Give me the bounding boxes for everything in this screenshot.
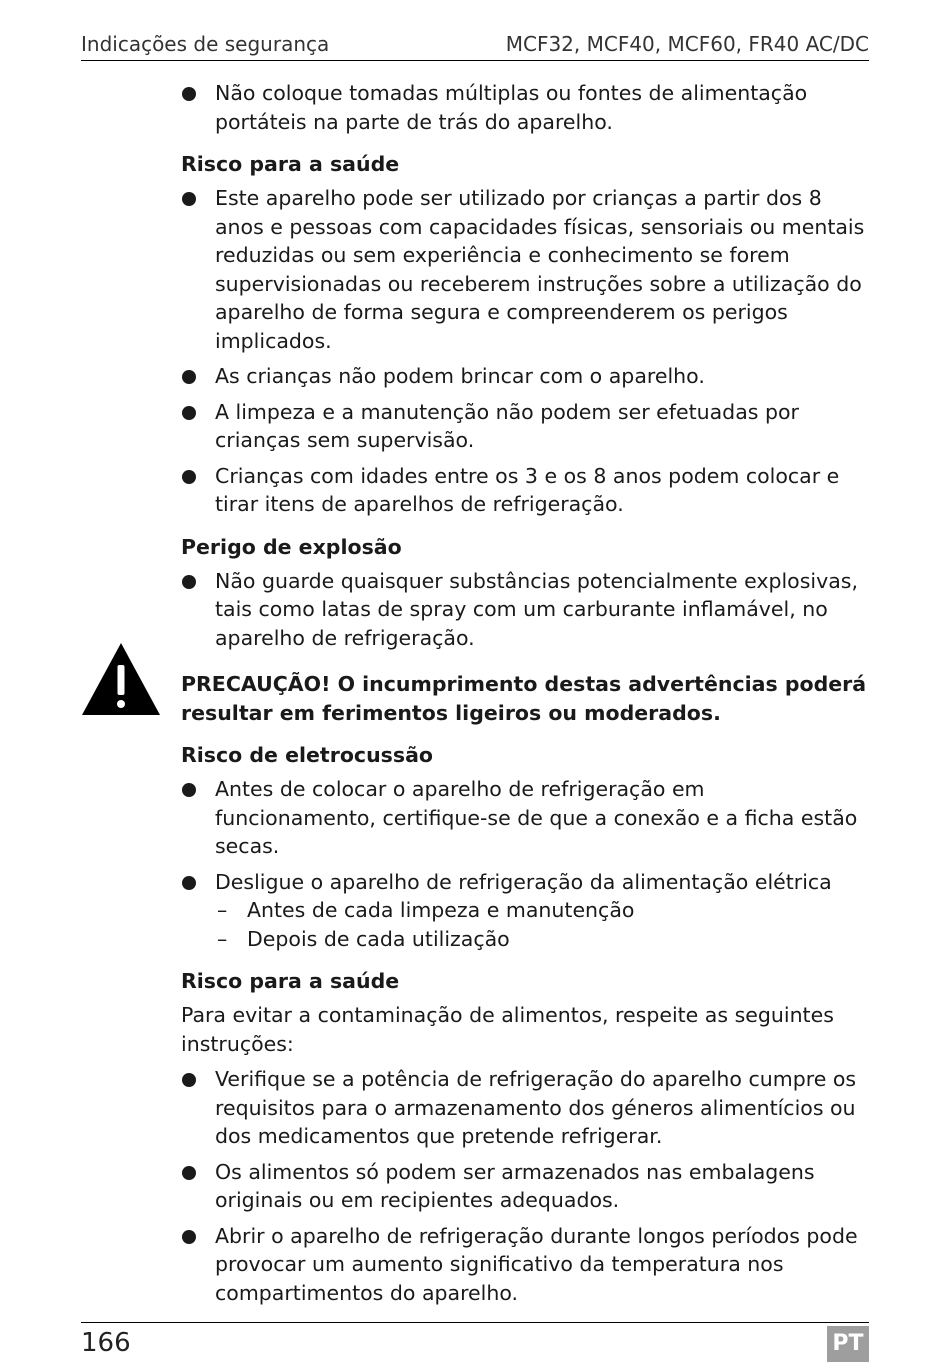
list-item-text: Desligue o aparelho de refrigeração da alimentação elétrica [215, 869, 832, 894]
bullet-icon [182, 783, 196, 797]
bullet-icon [182, 87, 196, 101]
language-badge: PT [827, 1326, 869, 1362]
list-item-text: Não coloque tomadas múltiplas ou fontes de alimentação portáteis na parte de trás do aparelho. [215, 81, 808, 134]
warning-triangle-icon [81, 641, 161, 717]
list-item-text: Crianças com idades entre os 3 e os 8 anos podem colocar e tirar itens de aparelhos de refrigeração. [215, 463, 840, 516]
list-item-text: As crianças não podem brincar com o aparelho. [215, 364, 705, 388]
section-heading-health-risk: Risco para a saúde [181, 969, 400, 993]
bullet-icon [182, 192, 196, 206]
sub-list-item-text: Antes de cada limpeza e manutenção [247, 898, 635, 922]
page-content [181, 79, 871, 1307]
section-intro: Para evitar a contaminação de alimentos, respeite as seguintes instruções: [181, 1003, 834, 1056]
list-item [181, 1222, 871, 1308]
bullet-icon [182, 1230, 196, 1244]
list-item-text: Abrir o aparelho de refrigeração durante longos períodos pode provocar um aumento significativo da temperatura nos compartimentos do aparelho. [215, 1223, 858, 1305]
bullet-icon [182, 406, 196, 420]
page-number: 166 [81, 1328, 131, 1358]
list-item [181, 462, 871, 519]
section-heading-health-risk: Risco para a saúde [181, 152, 400, 176]
list-item [181, 868, 871, 897]
list-item [181, 79, 871, 136]
list-item [181, 1065, 871, 1151]
list-item [181, 567, 871, 653]
list-item [181, 184, 871, 355]
section-heading-explosion: Perigo de explosão [181, 534, 402, 559]
list-item [181, 1158, 871, 1215]
list-item [181, 398, 871, 455]
page-header [81, 30, 869, 61]
sub-list-item [181, 896, 871, 925]
sub-list-item [181, 925, 871, 954]
list-item-text: Não guarde quaisquer substâncias potencialmente explosivas, tais como latas de spray com um carburante inflamável, no aparelho de refrigeração. [215, 568, 858, 650]
dash-icon: – [217, 898, 228, 922]
list-item [181, 362, 871, 391]
dash-icon: – [217, 926, 228, 951]
bullet-icon [182, 575, 196, 589]
bullet-icon [182, 470, 196, 484]
list-item-text: Os alimentos só podem ser armazenados nas embalagens originais ou em recipientes adequados. [215, 1159, 815, 1212]
bullet-icon [182, 1166, 196, 1180]
list-item [181, 775, 871, 861]
bullet-icon [182, 1073, 196, 1087]
caution-notice: PRECAUÇÃO! O incumprimento destas advertências poderá resultar em ferimentos ligeiros ou moderados. [181, 672, 867, 725]
sub-list-item-text: Depois de cada utilização [247, 926, 510, 951]
header-section-title: Indicações de segurança [81, 32, 330, 56]
footer-divider [81, 1322, 869, 1323]
list-item-text: Este aparelho pode ser utilizado por crianças a partir dos 8 anos e pessoas com capacidades físicas, sensoriais ou mentais reduzidas ou sem experiência e conhecimento se forem supervisionadas ou receberem instruções sobre a utilização do aparelho de forma segura e compreenderem os perigos implicados. [215, 186, 865, 353]
list-item-text: A limpeza e a manutenção não podem ser efetuadas por crianças sem supervisão. [215, 399, 799, 452]
list-item-text: Antes de colocar o aparelho de refrigeração em funcionamento, certifique-se de que a conexão e a ficha estão secas. [215, 777, 858, 858]
header-model-list: MCF32, MCF40, MCF60, FR40 AC/DC [505, 32, 869, 56]
bullet-icon [182, 876, 196, 890]
section-heading-electrocution: Risco de eletrocussão [181, 743, 433, 767]
list-item-text: Verifique se a potência de refrigeração do aparelho cumpre os requisitos para o armazenamento dos géneros alimentícios ou dos medicamentos que pretende refrigerar. [215, 1067, 857, 1148]
bullet-icon [182, 370, 196, 384]
